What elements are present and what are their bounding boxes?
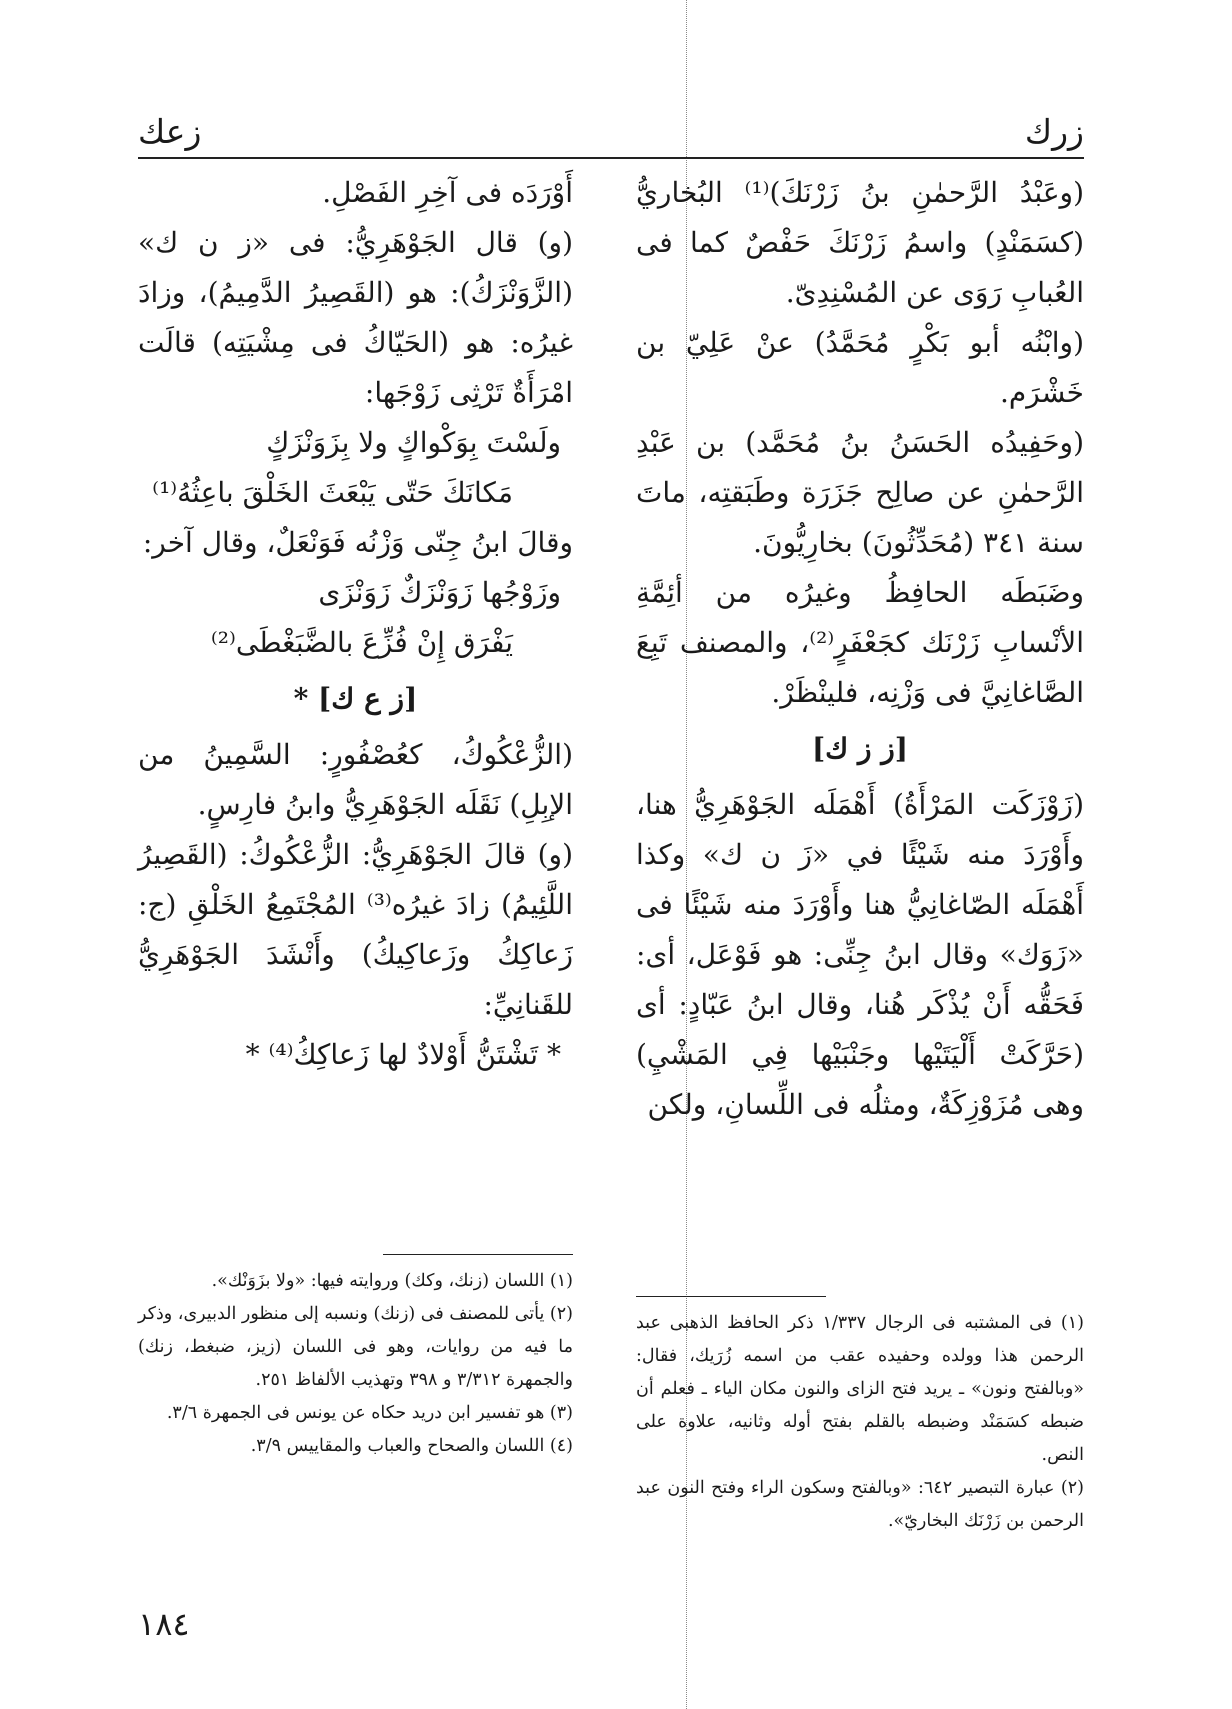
verse-line: * تَشْتَنُّ أَوْلادٌ لها زَعاكِكُ⁽⁴⁾ * [245,1038,561,1071]
section-heading-zak: [ز ع ك] * [293,682,418,715]
entry-paragraph: (وابْنُه أبو بَكْرٍ مُحَمَّدُ) عنْ عَلِيّ بن خَشْرَم. [636,326,1084,409]
footnote: (٢) عبارة التبصير ٦٤٢: «وبالفتح وسكون الراء وفتح النون عبد الرحمن بن زَرْنَك البخاريّ». [636,1478,1084,1531]
footnote-divider-left [383,1254,573,1255]
running-head-left: زعك [138,112,202,151]
entry-paragraph: (الزُّعْكُوكُ، كعُصْفُورٍ: السَّمِينُ من الإبِلِ) نَقَلَه الجَوْهَرِيُّ وابنُ فارِسٍ. [138,738,573,821]
footnote: (١) فى المشتبه فى الرجال ١/٣٣٧ ذكر الحافظ الذهبى عبد الرحمن هذا وولده وحفيده عقب من اسمه زُرَيك، فقال: «وبالفتح ونون» ـ يريد فتح الزاى والنون مكان الياء ـ فعلم أن ضبطه كسَمَنْد وضبطه بالقلم بفتح أوله وثانيه، علاوة على النص. [636,1313,1084,1465]
footnote-divider-right [636,1296,826,1297]
entry-paragraph: (زَوْزَكَت المَرْأَةُ) أَهْمَلَه الجَوْهَرِيُّ هنا، وأَوْرَدَ منه شَيْئًا في «زَ ن ك» وكذا أَهْمَلَه الصّاغانِيُّ هنا وأَوْرَدَ منه شَيْئًا فى «زَوَك» وقال ابنُ جِنِّى: هو فَوْعَل، أى: فَحَقُّه أَنْ يُذْكَر هُنا، وقال ابنُ عَبّادٍ: أى (حَرَّكَتْ أَلْيَتَيْها وجَنْبَيْها فِي المَشْيِ) وهى مُزَوْزِكَةٌ، ومثلُه فى اللِّسانِ، ولكن [636,788,1084,1121]
section-heading-zzk: [ز ز ك] [811,732,909,765]
entry-paragraph: (وحَفِيدُه الحَسَنُ بنُ مُحَمَّد) بن عَبْدِ الرَّحمٰنِ عن صالِح جَزَرَة وطَبَقتِه، ماتَ سنة ٣٤١ (مُحَدِّثُونَ) بخارِيُّونَ. [636,426,1084,559]
verse-line: يَفْرَق إِنْ فُزِّعَ بالضَّبَغْطَى⁽²⁾ [210,626,513,659]
verse-line: مَكانَكَ حَتّى يَبْعَثَ الخَلْقَ باعِثُهُ⁽¹⁾ [152,476,513,509]
entry-paragraph: وقالَ ابنُ جِنّى وَزْنُه فَوَنْعَلٌ، وقال آخر: [142,526,573,559]
entry-paragraph: (و) قال الجَوْهَرِيُّ: فى «ز ن ك» (الزَّوَنْزَكُ): هو (القَصِيرُ الدَّمِيمُ)، وزادَ غيرُه: هو (الحَيّاكُ فى مِشْيَتِه) قالَت امْرَأَةٌ تَرْثِى زَوْجَها: [138,226,573,409]
entry-paragraph: أَوْرَدَه فى آخِرِ الفَصْلِ. [322,176,573,209]
footnote: (٣) هو تفسير ابن دريد حكاه عن يونس فى الجمهرة ٣/٦. [166,1403,573,1423]
page-number: ١٨٤ [138,1605,190,1643]
header-rule [138,157,1084,159]
verse-line: وزَوْجُها زَوَنْزَكٌ زَوَنْزَى [318,576,561,609]
left-column [138,168,573,1080]
right-column [636,168,1084,1130]
entry-paragraph: (وعَبْدُ الرَّحمٰنِ بنُ زَرْنَكَ)⁽¹⁾ البُخاريُّ (كسَمَنْدٍ) واسمُ زَرْنَكَ حَفْصٌ كما فى العُبابِ رَوَى عن المُسْنِدِىّ. [636,176,1084,309]
footnotes-right [636,1307,1084,1538]
footnote: (١) اللسان (زنك، وكك) وروايته فيها: «ولا بزَوَنْك». [211,1271,573,1291]
running-head-right: زرك [1024,112,1084,151]
entry-paragraph: وضَبَطَه الحافِظُ وغيرُه من أئِمَّةِ الأنْسابِ زَرْنَك كجَعْفَرٍ⁽²⁾، والمصنف تَبِعَ الصَّاغانِيَّ فى وَزْنِه، فلينْظَرْ. [636,576,1084,709]
footnote: (٢) يأتى للمصنف فى (زنك) ونسبه إلى منظور الدبيرى، وذكر ما فيه من روايات، وهو فى اللسان (زيز، ضبغط، زنك) والجمهرة ٣/٣١٢ و ٣٩٨ وتهذيب الألفاظ ٢٥١. [138,1304,573,1390]
entry-paragraph: (و) قالَ الجَوْهَرِيُّ: الزُّعْكُوكُ: (القَصِيرُ اللَّئِيمُ) زادَ غيرُه⁽³⁾ المُجْتَمِعُ الخَلْقِ (ج: زَعاكِكُ وزَعاكِيكُ) وأَنْشَدَ الجَوْهَرِيُّ للقَنانِيِّ: [138,838,573,1021]
footnotes-left [138,1265,573,1463]
verse-line: ولَسْتَ بِوَكْواكٍ ولا بِزَوَنْزَكٍ [266,426,561,459]
footnote: (٤) اللسان والصحاح والعباب والمقاييس ٣/٩. [250,1436,573,1456]
